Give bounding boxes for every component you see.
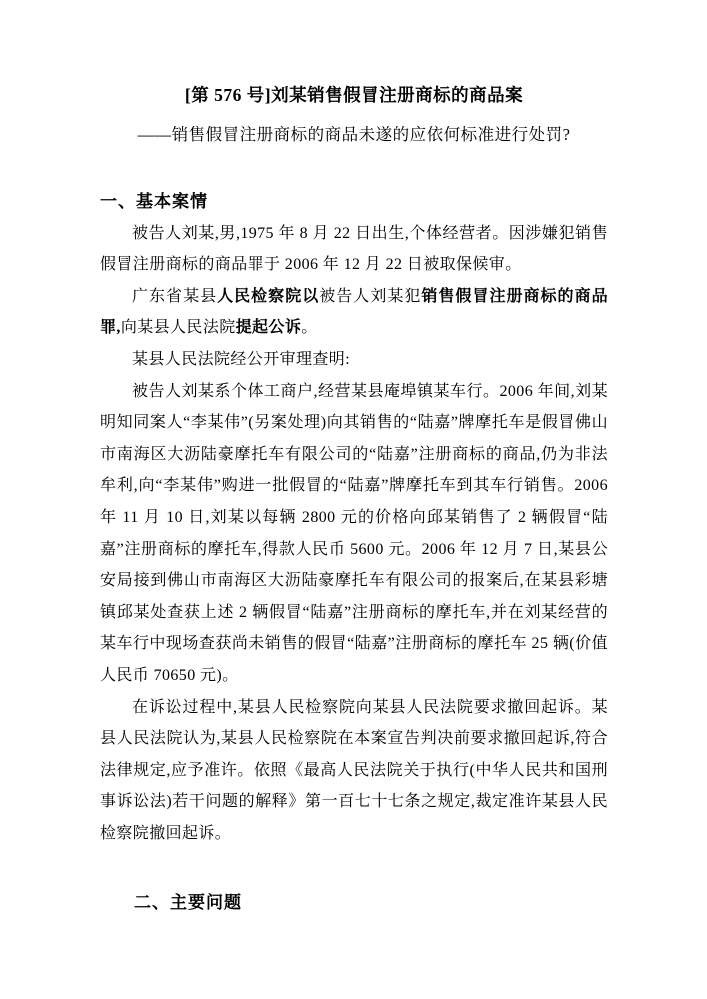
document-body bbox=[100, 186, 608, 919]
bold-text-run: 提起公诉 bbox=[235, 319, 302, 337]
text-run: 被告人刘某犯 bbox=[319, 287, 422, 305]
text-run: 被告人刘某,男,1975 年 8 月 22 日出生,个体经营者。因涉嫌犯销售假冒注册商标的商品罪于 2006 年 12 月 22 日被取保候审。 bbox=[100, 224, 608, 274]
text-run: 广东省某县 bbox=[132, 287, 218, 305]
text-run: 某县人民法院经公开审理查明: bbox=[132, 350, 351, 368]
bold-text-run: 销售假冒注册商标的商品罪, bbox=[100, 287, 609, 337]
document-title: [第 576 号]刘某销售假冒注册商标的商品案 bbox=[184, 85, 524, 105]
paragraph bbox=[100, 692, 608, 850]
paragraph bbox=[100, 218, 608, 281]
paragraph bbox=[100, 281, 608, 344]
paragraph bbox=[100, 344, 608, 376]
section-heading: 二、主要问题 bbox=[134, 893, 242, 913]
text-run: 。 bbox=[301, 319, 318, 337]
text-run: 向某县人民法院 bbox=[120, 319, 236, 337]
bold-text-run: 人民检察院以 bbox=[217, 287, 320, 305]
text-run: 在诉讼过程中,某县人民检察院向某县人民法院要求撤回起诉。某县人民法院认为,某县人民检察院在本案宣告判决前要求撤回起诉,符合法律规定,应予准许。依照《最高人民法院关于执行(中华人民共和国刑事诉讼法)若干问题的解释》第一百七十七条之规定,裁定准许某县人民检察院撤回起诉。 bbox=[100, 698, 608, 842]
section-heading: 一、基本案情 bbox=[100, 192, 208, 211]
text-run: 被告人刘某系个体工商户,经营某县庵埠镇某车行。2006 年间,刘某明知同案人“李某伟”(另案处理)向其销售的“陆嘉”牌摩托车是假冒佛山市南海区大沥陆豪摩托车有限公司的“陆嘉”注册商标的商品,仍为非法牟利,向“李某伟”购进一批假冒的“陆嘉”牌摩托车到其车行销售。2006 年 11 月 10 日,刘某以每辆 2800 元的价格向邱某销售了 2 辆假冒“陆嘉”注册商标的摩托车,得款人民币 5600 元。2006 年 12 月 7 日,某县公安局接到佛山市南海区大沥陆豪摩托车有限公司的报案后,在某县彩塘镇邱某处查获上述 2 辆假冒“陆嘉”注册商标的摩托车,并在刘某经营的某车行中现场查获尚未销售的假冒“陆嘉”注册商标的摩托车 25 辆(价值人民币 70650 元)。 bbox=[100, 382, 608, 684]
document-subtitle: ——销售假冒注册商标的商品未遂的应依何标准进行处罚? bbox=[137, 125, 571, 144]
paragraph bbox=[100, 376, 608, 692]
